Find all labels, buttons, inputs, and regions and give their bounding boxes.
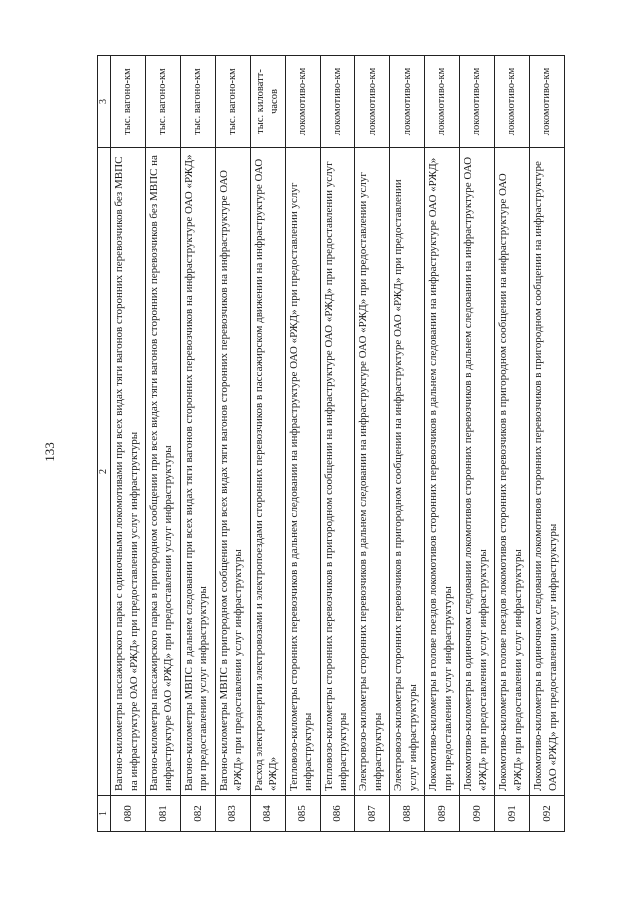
row-unit: тыс. вагоно-км [180, 56, 215, 148]
header-col-unit: 3 [98, 56, 111, 148]
table-row [250, 56, 285, 832]
row-description: Вагоно-километры МВПС в пригородном сообщении при всех видах тяги вагонов сторонних перевозчиков на инфраструктуре ОАО «РЖД» при предоставлении услуг инфраструктуры [215, 148, 250, 796]
row-unit: тыс. киловатт-часов [250, 56, 285, 148]
row-unit: локомотиво-км [355, 56, 390, 148]
row-description: Локомотиво-километры в голове поездов локомотивов сторонних перевозчиков в пригородном сообщении на инфраструктуре ОАО «РЖД» при предоставлении услуг инфраструктуры [495, 148, 530, 796]
rotated-table-container [97, 56, 565, 832]
header-col-description: 2 [98, 148, 111, 796]
table-row [495, 56, 530, 832]
row-code: 084 [250, 796, 285, 832]
row-unit: локомотиво-км [460, 56, 495, 148]
header-col-code: 1 [98, 796, 111, 832]
row-unit: локомотиво-км [285, 56, 320, 148]
row-code: 080 [111, 796, 146, 832]
table-row [390, 56, 425, 832]
page-number: 133 [42, 442, 57, 462]
indicator-table [97, 55, 565, 832]
row-code: 086 [320, 796, 355, 832]
row-description: Тепловозо-километры сторонних перевозчиков в дальнем следовании на инфраструктуре ОАО «РЖД» при предоставлении услуг инфраструктуры [285, 148, 320, 796]
row-description: Электровозо-километры сторонних перевозчиков в дальнем следовании на инфраструктуре ОАО «РЖД» при предоставлении услуг инфраструктуры [355, 148, 390, 796]
row-description: Локомотиво-километры в голове поездов локомотивов сторонних перевозчиков в дальнем следовании на инфраструктуре ОАО «РЖД» при предоставлении услуг инфраструктуры [425, 148, 460, 796]
table-row [425, 56, 460, 832]
row-unit: локомотиво-км [530, 56, 565, 148]
row-description: Расход электроэнергии электровозами и электропоездами сторонних перевозчиков в пассажирском движении на инфраструктуре ОАО «РЖД» [250, 148, 285, 796]
row-code: 085 [285, 796, 320, 832]
row-unit: тыс. вагоно-км [145, 56, 180, 148]
table-body [111, 56, 565, 832]
table-row [320, 56, 355, 832]
table-header-row [98, 56, 111, 832]
row-description: Вагоно-километры пассажирского парка с одиночными локомотивами при всех видах тяги вагонов сторонних перевозчиков без МВПС на инфраструктуре ОАО «РЖД» при предоставлении услуг инфраструктуры [111, 148, 146, 796]
table-row [285, 56, 320, 832]
table-row [530, 56, 565, 832]
row-description: Тепловозо-километры сторонних перевозчиков в пригородном сообщении на инфраструктуре ОАО «РЖД» при предоставлении услуг инфраструктуры [320, 148, 355, 796]
row-code: 083 [215, 796, 250, 832]
row-code: 088 [390, 796, 425, 832]
row-description: Электровозо-километры сторонних перевозчиков в пригородном сообщении на инфраструктуре ОАО «РЖД» при предоставлении услуг инфраструктуры [390, 148, 425, 796]
row-description: Локомотиво-километры в одиночном следовании локомотивов сторонних перевозчиков в дальнем следовании на инфраструктуре ОАО «РЖД» при предоставлении услуг инфраструктуры [460, 148, 495, 796]
row-code: 082 [180, 796, 215, 832]
row-unit: локомотиво-км [495, 56, 530, 148]
table-row [111, 56, 146, 832]
row-unit: тыс. вагоно-км [215, 56, 250, 148]
row-code: 091 [495, 796, 530, 832]
table-row [460, 56, 495, 832]
row-code: 089 [425, 796, 460, 832]
row-description: Вагоно-километры МВПС в дальнем следовании при всех видах тяги вагонов сторонних перевозчиков на инфраструктуре ОАО «РЖД» при предоставлении услуг инфраструктуры [180, 148, 215, 796]
row-description: Локомотиво-километры в одиночном следовании локомотивов сторонних перевозчиков в пригородном сообщении на инфраструктуре ОАО «РЖД» при предоставлении услуг инфраструктуры [530, 148, 565, 796]
table-row [355, 56, 390, 832]
row-unit: локомотиво-км [390, 56, 425, 148]
table-row [180, 56, 215, 832]
row-code: 081 [145, 796, 180, 832]
row-unit: локомотиво-км [425, 56, 460, 148]
table-row [145, 56, 180, 832]
row-code: 087 [355, 796, 390, 832]
row-unit: тыс. вагоно-км [111, 56, 146, 148]
row-code: 092 [530, 796, 565, 832]
row-code: 090 [460, 796, 495, 832]
table-row [215, 56, 250, 832]
row-description: Вагоно-километры пассажирского парка в пригородном сообщении при всех видах тяги вагонов сторонних перевозчиков без МВПС на инфраструктуре ОАО «РЖД» при предоставлении услуг инфраструктуры [145, 148, 180, 796]
row-unit: локомотиво-км [320, 56, 355, 148]
